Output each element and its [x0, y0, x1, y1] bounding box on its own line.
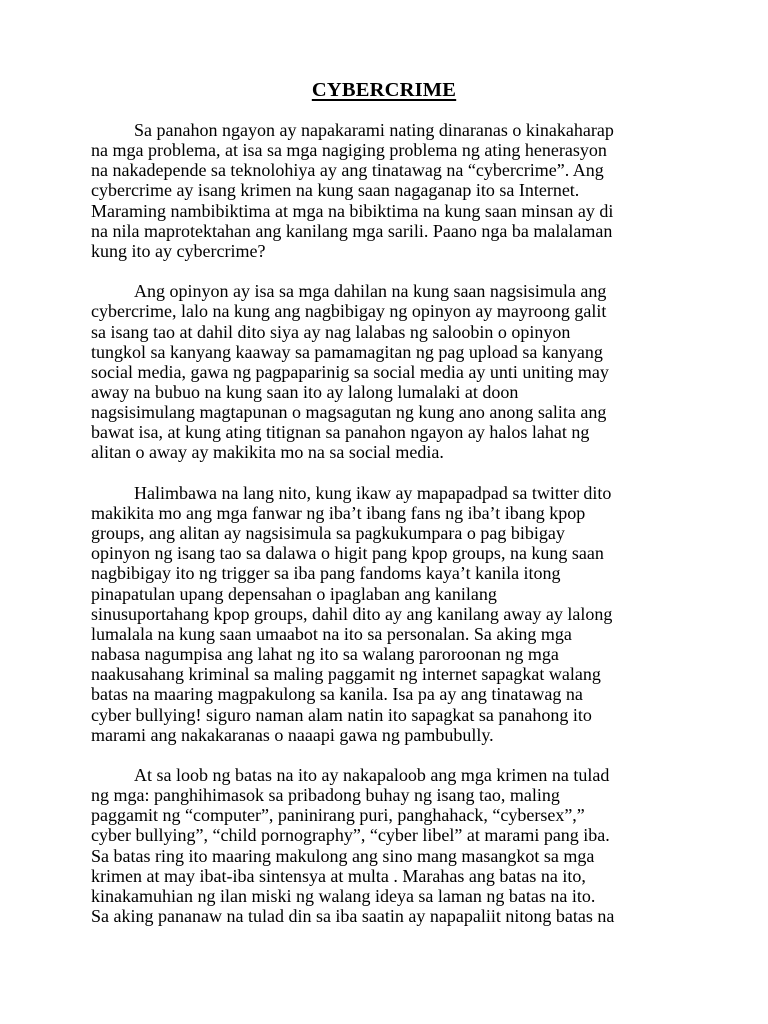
document-body	[91, 120, 691, 946]
paragraph-line: At sa loob ng batas na ito ay nakapaloob ang mga krimen na tulad	[134, 764, 610, 785]
paragraph-line: social media, gawa ng pagpaparinig sa social media ay unti uniting may	[91, 361, 609, 382]
paragraph-line: Sa aking pananaw na tulad din sa iba saatin ay napapaliit nitong batas na	[91, 906, 615, 927]
paragraph-line: Sa batas ring ito maaring makulong ang sino mang masangkot sa mga	[91, 845, 595, 866]
paragraph-line: tungkol sa kanyang kaaway sa pamamagitan ng pag upload sa kanyang	[91, 341, 603, 362]
paragraph-line: pinapatulan upang depensahan o ipaglaban ang kanilang	[91, 583, 497, 604]
paragraph-line: paggamit ng “computer”, paninirang puri, panghahack, “cybersex”,”	[91, 805, 585, 826]
paragraph-line: na nila maprotektahan ang kanilang mga sarili. Paano nga ba malalaman	[91, 220, 613, 241]
paragraph-2	[91, 281, 691, 462]
paragraph-line: alitan o away ay makikita mo na sa social media.	[91, 442, 444, 463]
paragraph-line: cybercrime, lalo na kung ang nagbibigay ng opinyon ay mayroong galit	[91, 301, 607, 322]
paragraph-4	[91, 765, 691, 926]
paragraph-line: na nakadepende sa teknolohiya ay ang tinatawag na “cybercrime”. Ang	[91, 160, 604, 181]
document-title: CYBERCRIME	[311, 79, 457, 101]
paragraph-line: cyber bullying! siguro naman alam natin ito sapagkat sa panahong ito	[91, 704, 592, 725]
paragraph-3	[91, 483, 691, 745]
paragraph-line: ng mga: panghihimasok sa pribadong buhay ng isang tao, maling	[91, 785, 560, 806]
paragraph-line: marami ang nakakaranas o naaapi gawa ng pambubully.	[91, 724, 494, 745]
paragraph-line: sa isang tao at dahil dito siya ay nag lalabas ng saloobin o opinyon	[91, 321, 571, 342]
paragraph-line: makikita mo ang mga fanwar ng iba’t ibang fans ng iba’t ibang kpop	[91, 502, 586, 523]
paragraph-line: nagsisimulang magtapunan o magsagutan ng kung ano anong salita ang	[91, 402, 607, 423]
paragraph-line: kung ito ay cybercrime?	[91, 240, 266, 261]
paragraph-line: Maraming nambibiktima at mga na bibiktima na kung saan minsan ay di	[91, 200, 614, 221]
paragraph-1	[91, 120, 691, 261]
paragraph-line: kinakamuhian ng ilan miski ng walang ideya sa laman ng batas na ito.	[91, 885, 596, 906]
paragraph-line: nabasa nagumpisa ang lahat ng ito sa walang paroroonan ng mga	[91, 644, 559, 665]
paragraph-line: cybercrime ay isang krimen na kung saan nagaganap ito sa Internet.	[91, 180, 580, 201]
paragraph-line: nagbibigay ito ng trigger sa iba pang fandoms kaya’t kanila itong	[91, 563, 561, 584]
paragraph-line: Halimbawa na lang nito, kung ikaw ay mapapadpad sa twitter dito	[134, 482, 612, 503]
paragraph-line: cyber bullying”, “child pornography”, “cyber libel” at marami pang iba.	[91, 825, 610, 846]
paragraph-line: krimen at may ibat-iba sintensya at multa . Marahas ang batas na ito,	[91, 865, 586, 886]
paragraph-line: opinyon ng isang tao sa dalawa o higit pang kpop groups, na kung saan	[91, 543, 604, 564]
paragraph-line: groups, ang alitan ay nagsisimula sa pagkukumpara o pag bibigay	[91, 523, 565, 544]
paragraph-line: naakusahang kriminal sa maling paggamit ng internet sapagkat walang	[91, 664, 601, 685]
paragraph-line: na mga problema, at isa sa mga nagiging problema ng ating henerasyon	[91, 140, 607, 161]
paragraph-line: lumalala na kung saan umaabot na ito sa personalan. Sa aking mga	[91, 623, 572, 644]
paragraph-line: Sa panahon ngayon ay napakarami nating dinaranas o kinakaharap	[134, 120, 614, 140]
paragraph-line: bawat isa, at kung ating titignan sa panahon ngayon ay halos lahat ng	[91, 422, 590, 443]
paragraph-line: Ang opinyon ay isa sa mga dahilan na kung saan nagsisimula ang	[134, 281, 607, 302]
paragraph-line: batas na maaring magpakulong sa kanila. Isa pa ay ang tinatawag na	[91, 684, 583, 705]
paragraph-line: sinusuportahang kpop groups, dahil dito ay ang kanilang away ay lalong	[91, 603, 613, 624]
paragraph-line: away na bubuo na kung saan ito ay lalong lumalaki at doon	[91, 382, 519, 403]
